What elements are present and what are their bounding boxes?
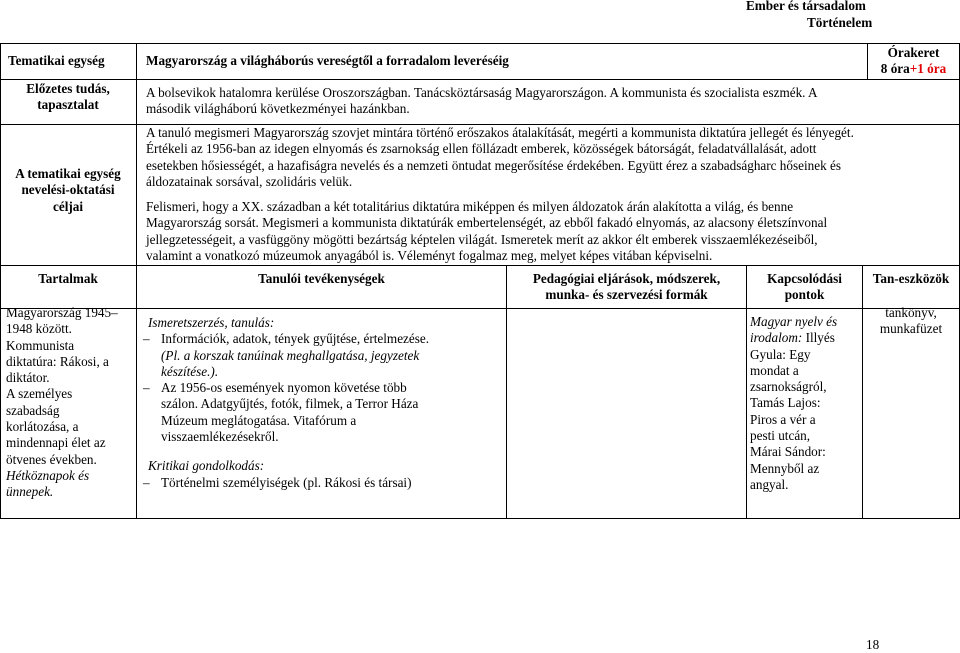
goals-p1-line2: Értékeli az 1956-ban az idegen elnyomás és zsarnokság ellen föllázadt emberek, közösségek bátorságát, feladatvállalását, adott [146, 141, 817, 157]
content-line: diktátor. [6, 370, 50, 386]
activity-dash: – [143, 331, 150, 347]
content-line: Kommunista [6, 337, 75, 353]
row-divider-topic [0, 79, 960, 80]
links-line: Mennyből az [750, 460, 820, 476]
content-line: korlátozása, a [6, 419, 79, 435]
goals-p2-line4: valamint a vonatkozó múzeumok anyagából is. Véleményt fogalmaz meg, melyet képes vitában képviselni. [146, 247, 713, 263]
content-line: Hétköznapok és [6, 467, 90, 483]
column-header-activities: Tanulói tevékenységek [258, 271, 385, 286]
activity-line: (Pl. a korszak tanúinak meghallgatása, jegyzetek [161, 347, 420, 363]
goals-paragraph-1 [146, 125, 854, 190]
links-line: mondat a [750, 362, 799, 378]
content-line: ötvenes években. [6, 451, 97, 467]
prior-label [0, 81, 136, 114]
content-line: mindennapi élet az [6, 435, 106, 451]
column-header-links [747, 271, 862, 304]
activity-line: készítése.). [161, 363, 219, 379]
activity-dash: – [143, 474, 150, 490]
activity-dash: – [143, 380, 150, 396]
prior-label-line1: Előzetes tudás, [26, 81, 110, 96]
links-line: Gyula: Egy [750, 346, 811, 362]
goals-label [0, 166, 136, 215]
hours-main: 8 óra [880, 61, 910, 76]
content-line: diktatúra: Rákosi, a [6, 353, 109, 369]
goals-label-line3: céljai [52, 198, 84, 214]
activity-item [143, 331, 503, 380]
links-line: zsarnokságról, [750, 379, 827, 395]
activity-line: visszaemlékezésekről. [161, 429, 279, 445]
activity-line: Történelmi személyiségek (pl. Rákosi és társai) [161, 474, 412, 490]
column-header-methods-line1: Pedagógiai eljárások, módszerek, [532, 271, 721, 286]
column-header-links-line1: Kapcsolódási [767, 271, 842, 286]
column-header-links-line2: pontok [784, 287, 825, 303]
column-header-methods [507, 271, 746, 304]
links-cell [750, 314, 837, 493]
tools-line: tankönyv, [885, 305, 937, 320]
column-header-content: Tartalmak [38, 271, 98, 286]
links-line: pesti utcán, [750, 428, 811, 444]
links-line: angyal. [750, 476, 789, 492]
activity-item [143, 475, 503, 491]
goals-p1-line1: A tanuló megismeri Magyarország szovjet mintára történő erőszakos átalakítását, megérti a kommunista diktatúra jellegét és lényegét. [146, 125, 854, 140]
links-line: Márai Sándor: [750, 444, 826, 460]
links-line: Magyar nyelv és [750, 314, 838, 329]
topic-title: Magyarország a világháborús vereségtől a forradalom leveréséig [146, 53, 509, 68]
prior-label-line2: tapasztalat [37, 97, 99, 113]
row-divider-headers [0, 308, 960, 309]
content-line: 1948 között. [6, 321, 72, 337]
subject-header-line1: Ember és társadalom [746, 0, 866, 13]
links-subject: irodalom: [750, 330, 803, 346]
prior-text-line2: második világháború következményei hazánkban. [146, 101, 410, 117]
column-header-tools: Tan-eszközök [872, 271, 950, 286]
content-line: A személyes [6, 386, 73, 402]
activity-line: Múzeum meglátogatása. Vitafórum a [161, 412, 357, 428]
content-cell [6, 305, 118, 501]
hours-extra: +1 óra [909, 61, 947, 76]
subject-header-line2: Történelem [807, 15, 873, 30]
content-line: Magyarország 1945– [6, 305, 118, 320]
prior-text-line1: A bolsevikok hatalomra kerülése Oroszországban. Tanácsköztársaság Magyarországon. A kommunista és szocialista eszmék. A [146, 85, 818, 100]
column-header-methods-line2: munka- és szervezési formák [545, 287, 708, 303]
prior-text [146, 85, 818, 118]
content-line: ünnepek. [6, 484, 54, 500]
links-line: Piros a vér a [750, 411, 816, 427]
goals-paragraph-2 [146, 199, 827, 264]
goals-label-line2: nevelési-oktatási [21, 182, 115, 198]
goals-label-line1: A tematikai egység [15, 166, 121, 181]
activities-cell [143, 315, 503, 491]
tools-column-divider [862, 265, 863, 519]
links-line [750, 330, 837, 346]
activity-line: szálon. Adatgyűjtés, fotók, filmek, a Terror Háza [161, 396, 419, 412]
goals-p1-line3: esetekben hősiességét, a hazafiságra nevelés és a nemzeti öntudat megerősítése érdekében. Együtt érez a szabadságharc hőseinek és [146, 157, 841, 173]
links-author: Illyés [802, 330, 835, 346]
table-bottom-border [0, 518, 960, 519]
goals-p2-line2: Magyarország sorsát. Megismeri a kommunista diktatúrák embertelenségét, az ebből fakadó elnyomás, az alacsony életszínvonal [146, 215, 828, 231]
activities-heading-critical: Kritikai gondolkodás: [148, 458, 265, 474]
content-line: szabadság [6, 402, 60, 418]
activity-item [143, 380, 503, 445]
goals-p2-line1: Felismeri, hogy a XX. században a két totalitárius diktatúra miképpen és milyen áldozatok árán alakította a világ, és benne [146, 199, 794, 214]
links-line: Tamás Lajos: [750, 395, 821, 411]
tools-line: munkafüzet [879, 321, 943, 337]
goals-p1-line4: áldozatainak sorsával, szolidáris velük. [146, 173, 353, 189]
tools-cell [863, 305, 959, 338]
table-top-border [0, 43, 960, 44]
goals-p2-line3: jellegzetességeit, a vasfüggöny mögötti bezártság képtelen világát. Ismeretek merít az akkor élt emberek visszaemlékezéseiből, [146, 231, 818, 247]
activity-line: Az 1956-os események nyomon követése több [161, 380, 407, 396]
activity-line: Információk, adatok, tények gyűjtése, értelmezése. [161, 331, 430, 347]
topic-label: Tematikai egység [8, 53, 105, 68]
hours-value [868, 61, 959, 77]
activities-heading-learning: Ismeretszerzés, tanulás: [148, 315, 275, 330]
page-number: 18 [866, 637, 880, 652]
hours-label: Órakeret [887, 45, 940, 60]
row-divider-goals [0, 265, 960, 266]
